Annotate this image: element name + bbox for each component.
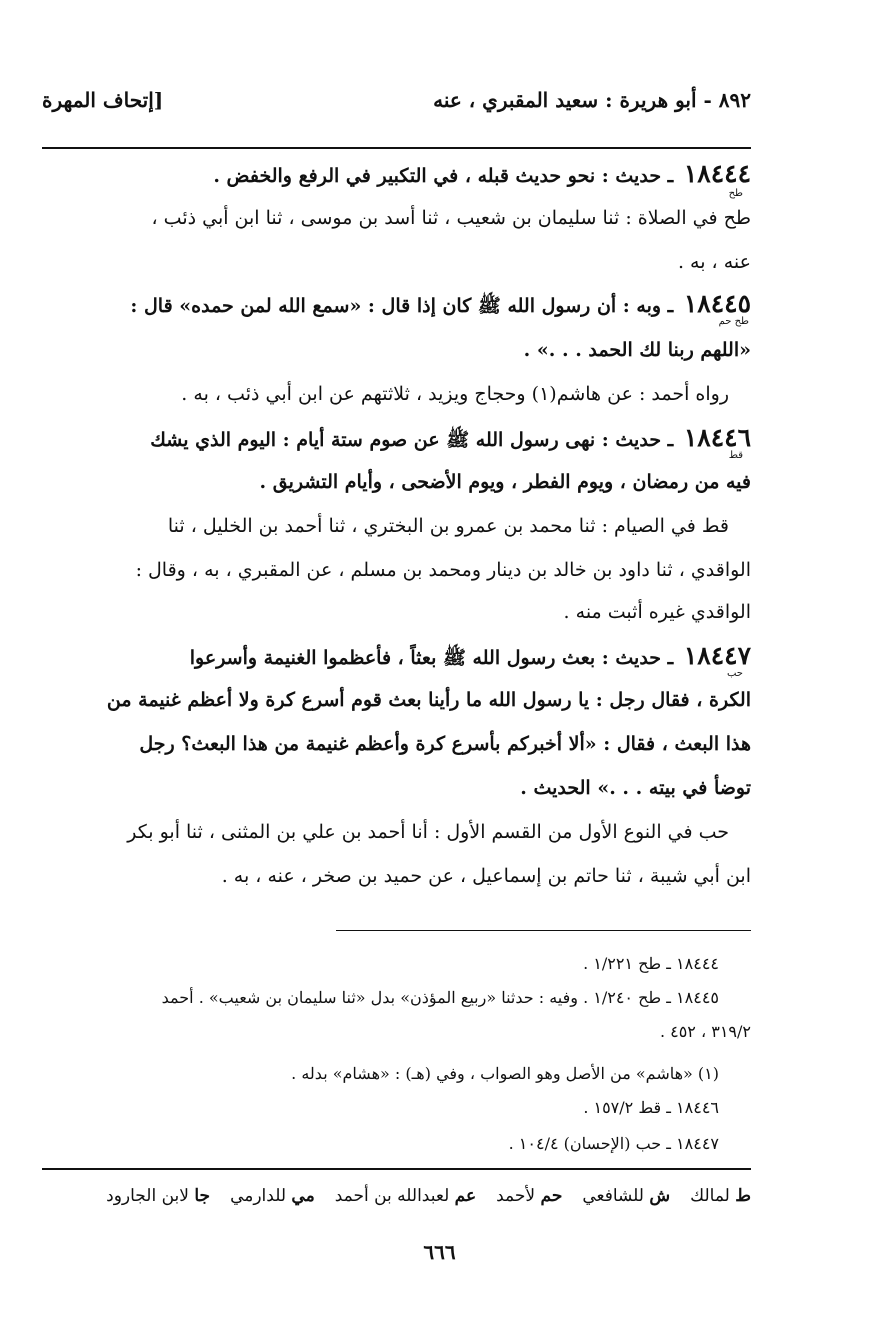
symbols-key-rule	[42, 1168, 751, 1170]
entry-18444-source-line: طح في الصلاة : ثنا سليمان بن شعيب ، ثنا أسد بن موسى ، ثنا ابن أبي ذئب ،	[151, 207, 751, 229]
entry-18446-source-line: الواقدي غيره أثبت منه .	[563, 601, 751, 623]
entry-sigla: طح حم	[718, 316, 749, 327]
symbol-key-item: عم لعبدالله بن أحمد	[334, 1186, 477, 1206]
entry-18447-heading	[42, 642, 751, 672]
entry-number: ١٨٤٤٧	[683, 641, 751, 670]
footnote-separator	[336, 930, 751, 931]
entry-sigla: طح	[728, 188, 743, 199]
entry-18447-source-line: ابن أبي شيبة ، ثنا حاتم بن إسماعيل ، عن حميد بن صخر ، عنه ، به .	[221, 865, 751, 887]
symbol-key-item: مي للدارمي	[230, 1186, 315, 1206]
entry-18447-heading-continued: هذا البعث ، فقال : «ألا أخبركم بأسرع كرة وأعظم غنيمة من هذا البعث؟ رجل	[139, 733, 751, 755]
entry-18444-source-line: عنه ، به .	[677, 251, 751, 273]
header-rule	[42, 147, 751, 149]
footnote-line: ١٨٤٤٧ ـ حب (الإحسان) ١٠٤/٤ .	[508, 1134, 719, 1153]
entry-18446-source-line: قط في الصيام : ثنا محمد بن عمرو بن البختري ، ثنا أحمد بن الخليل ، ثنا	[167, 515, 729, 537]
entry-18446-heading-continued: فيه من رمضان ، ويوم الفطر ، ويوم الأضحى ، وأيام التشريق .	[259, 471, 751, 493]
entry-18445-heading	[42, 290, 751, 320]
entry-number: ١٨٤٤٤	[683, 159, 751, 188]
running-header-book-title: [إتحاف المهرة	[42, 88, 164, 112]
symbol-key-item: جا لابن الجارود	[106, 1186, 211, 1206]
footnote-line: ١٨٤٤٥ ـ طح ١/٢٤٠ . وفيه : حدثنا «ربيع المؤذن» بدل «ثنا سليمان بن شعيب» . أحمد	[161, 988, 719, 1007]
symbol-key-item: ش للشافعي	[582, 1186, 671, 1206]
page-number: ٦٦٦	[423, 1240, 456, 1264]
footnote-line: (١) «هاشم» من الأصل وهو الصواب ، وفي (هـ) : «هشام» بدله .	[291, 1064, 719, 1083]
entry-sigla: قط	[728, 450, 743, 461]
entry-number: ١٨٤٤٦	[683, 423, 751, 452]
entry-heading-text: ـ وبه : أن رسول الله ﷺ كان إذا قال : «سمع الله لمن حمده» قال :	[130, 295, 680, 317]
symbol-key-item: حم لأحمد	[496, 1186, 563, 1206]
entry-18446-heading	[42, 424, 751, 454]
entry-heading-text: ـ حديث : نحو حديث قبله ، في التكبير في الرفع والخفض .	[213, 165, 680, 187]
entry-heading-text: ـ حديث : بعث رسول الله ﷺ بعثاً ، فأعظموا الغنيمة وأسرعوا	[189, 647, 680, 669]
footnote-line: ٣١٩/٢ ، ٤٥٢ .	[659, 1022, 751, 1041]
entry-number: ١٨٤٤٥	[683, 289, 751, 318]
footnote-line: ١٨٤٤٤ ـ طح ١/٢٢١ .	[583, 954, 719, 973]
entry-18445-heading-continued: «اللهم ربنا لك الحمد . . .» .	[523, 339, 751, 361]
entry-18447-source-line: حب في النوع الأول من القسم الأول : أنا أحمد بن علي بن المثنى ، ثنا أبو بكر	[127, 821, 729, 843]
entry-sigla: حب	[726, 668, 743, 679]
entry-18445-source-line: رواه أحمد : عن هاشم(١) وحجاج ويزيد ، ثلاثتهم عن ابن أبي ذئب ، به .	[181, 383, 729, 405]
entry-18444-heading	[42, 160, 751, 190]
entry-18447-heading-continued: توضأ في بيته . . .» الحديث .	[520, 777, 751, 799]
footnote-line: ١٨٤٤٦ ـ قط ١٥٧/٢ .	[583, 1098, 719, 1117]
entry-heading-text: ـ حديث : نهى رسول الله ﷺ عن صوم ستة أيام : اليوم الذي يشك	[150, 429, 680, 451]
running-header-page-ref: ٨٩٢ - أبو هريرة : سعيد المقبري ، عنه	[433, 88, 751, 112]
symbols-key	[106, 1186, 751, 1206]
symbol-key-item: ط لمالك	[690, 1186, 751, 1206]
entry-18446-source-line: الواقدي ، ثنا داود بن خالد بن دينار ومحمد بن مسلم ، عن المقبري ، به ، وقال :	[135, 559, 751, 581]
entry-18447-heading-continued: الكرة ، فقال رجل : يا رسول الله ما رأينا بعث قوم أسرع كرة ولا أعظم غنيمة من	[106, 689, 751, 711]
